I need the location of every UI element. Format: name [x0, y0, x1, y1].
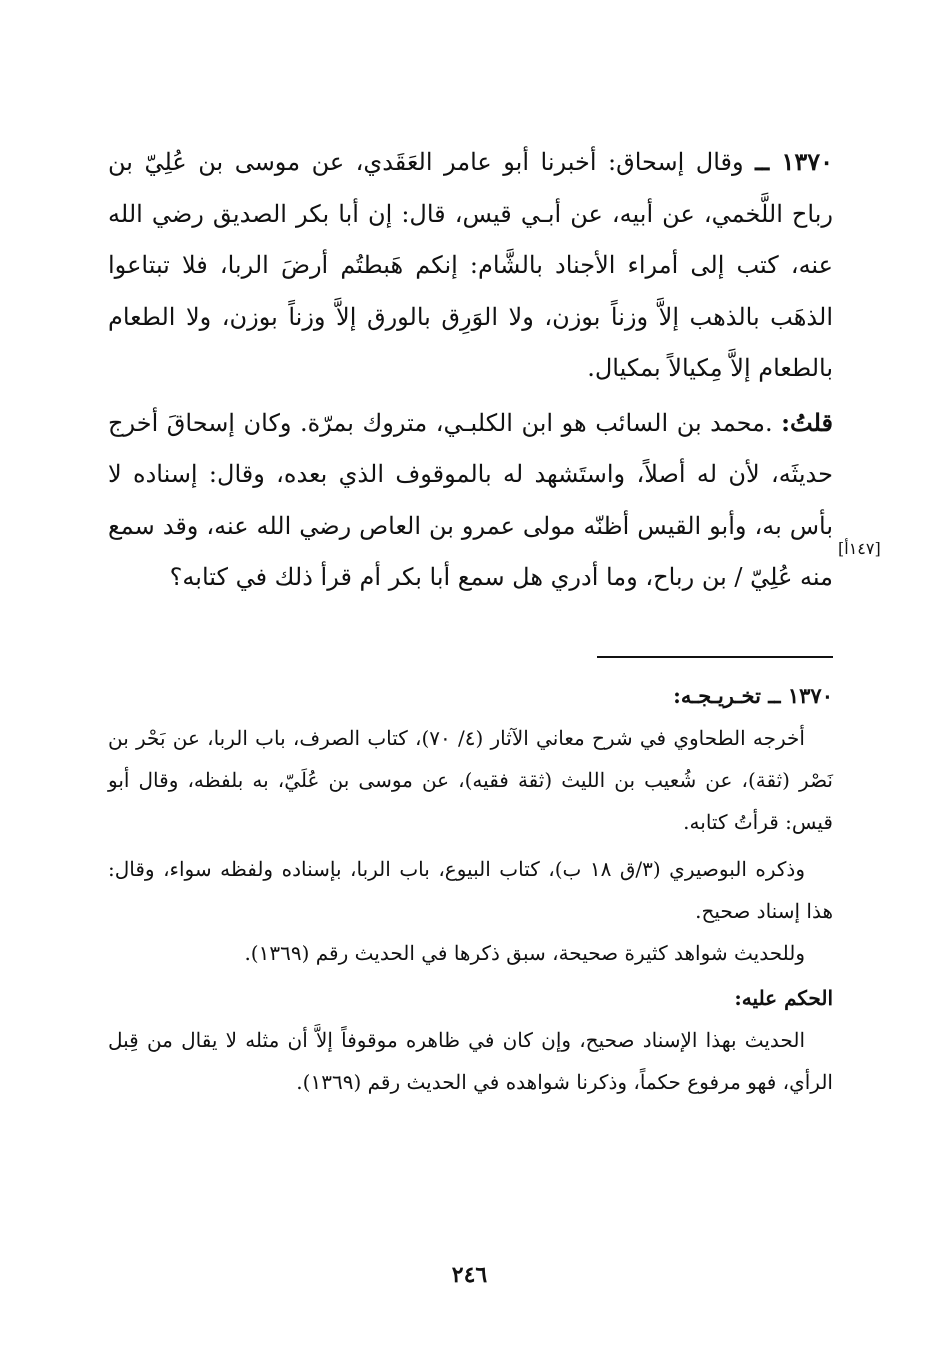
commentary-lead: قلتُ:	[781, 407, 833, 437]
takhrij-heading	[108, 675, 833, 717]
folio-margin-marker: [١٤٧أ]	[838, 539, 881, 558]
hadith-text: وقال إسحاق: أخبرنا أبو عامر العَقَدي، عن موسى بن عُلِيّ بن رباح اللَّخمي، عن أبيه، عن أبـي قيس، قال: إن أبا بكر الصديق رضي الله عنه، كتب إلى أمراء الأجناد بالشَّام: إنكم هَبطتُم أرضَ الربا، فلا تبتاعوا الذهَب بالذهب إلاَّ وزناً بوزن، ولا الوَرِق بالورق إلاَّ وزناً بوزن، ولا الطعام بالطعام إلاَّ مِكيالاً بمكيال.	[108, 148, 834, 382]
commentary-paragraph	[108, 397, 833, 604]
commentary-text: .محمد بن السائب هو ابن الكلبـي، متروك بمرّة. وكان إسحاقَ أخرج حديثَه، لأن له أصلاً، واستَشهد له بالموقوف الذي بعده، وقال: إسناده لا بأس به، وأبو القيس أظنّه مولى عمرو بن العاص رضي الله عنه، وقد سمع منه عُلِيّ / بن رباح، وما أدري هل سمع أبا بكر أم قرأ ذلك في كتابه؟	[108, 408, 833, 591]
footnote-separator	[597, 656, 833, 658]
hadith-number: ١٣٧٠ ــ	[755, 147, 834, 176]
takhrij-paragraph: أخرجه الطحاوي في شرح معاني الآثار (٤/ ٧٠)، كتاب الصرف، باب الربا، عن بَحْر بن نَصْر (ثقة)، عن شُعيب بن الليث (ثقة فقيه)، عن موسى بن عُلَيّ، به بلفظه، وقال أبو قيس: قرأتُ كتابه.	[108, 726, 833, 834]
takhrij-heading-title: تخـريـجـه:	[673, 683, 761, 708]
ruling-paragraph: الحديث بهذا الإسناد صحيح، وإن كان في ظاهره موقوفاً إلاَّ أن مثله لا يقال من قِبل الرأي، فهو مرفوع حكماً، وذكرنا شواهده في الحديث رقم (١٣٦٩).	[108, 1028, 833, 1094]
notes-section	[108, 675, 833, 1103]
hadith-paragraph	[108, 136, 833, 395]
ruling-heading: الحكم عليه:	[734, 986, 833, 1010]
page-number: ٢٤٦	[451, 1262, 488, 1288]
takhrij-paragraph: وللحديث شواهد كثيرة صحيحة، سبق ذكرها في الحديث رقم (١٣٦٩).	[244, 941, 805, 965]
takhrij-heading-number: ١٣٧٠ ــ	[768, 683, 833, 708]
takhrij-paragraph: وذكره البوصيري (٣/ق ١٨ ب)، كتاب البيوع، باب الربا، بإسناده ولفظه سواء، وقال: هذا إسناد صحيح.	[108, 857, 833, 923]
main-text	[108, 136, 833, 604]
